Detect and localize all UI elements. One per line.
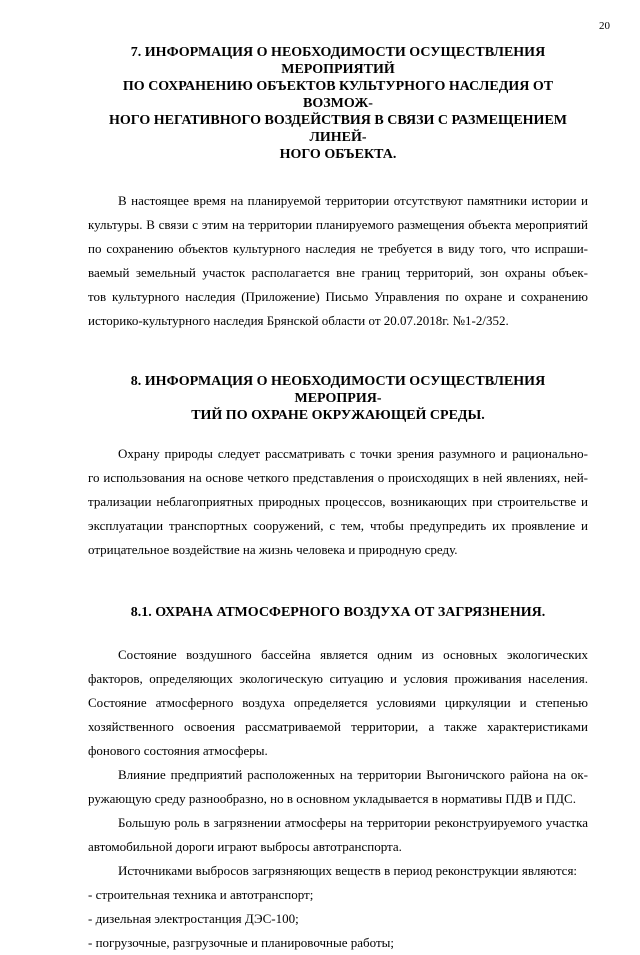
text-line: Источниками выбросов загрязняющих веществ в период реконструкции являются:	[118, 863, 578, 878]
heading-line: 7. ИНФОРМАЦИЯ О НЕОБХОДИМОСТИ ОСУЩЕСТВЛЕНИЯ МЕРОПРИЯТИЙ	[130, 45, 546, 77]
text-line: факторов, определяющих экологическую ситуацию и условия проживания населения.	[88, 671, 588, 686]
section-7-heading	[88, 44, 588, 163]
text-line: Влияние предприятий расположенных на территории Выгоничского района на ок-	[118, 767, 588, 782]
heading-line: НОГО ОБЪЕКТА.	[279, 147, 397, 162]
section-8-paragraph	[88, 442, 588, 562]
text-line: Большую роль в загрязнении атмосферы на территории реконструируемого участка	[118, 815, 588, 830]
section-8-1-paragraph-2	[88, 763, 588, 811]
text-line: отрицательное воздействие на жизнь человека и природную среду.	[88, 542, 458, 557]
section-8-1-paragraph-4	[88, 859, 588, 883]
section-8-1-paragraph-1	[88, 643, 588, 763]
heading-line: ТИЙ ПО ОХРАНЕ ОКРУЖАЮЩЕЙ СРЕДЫ.	[191, 408, 485, 423]
text-line: Состояние воздушного бассейна является одним из основных экологических	[118, 647, 588, 662]
text-line: го использования на основе четкого представления о происходящих в ней явлениях, ней-	[88, 470, 588, 485]
text-line: Охрану природы следует рассматривать с точки зрения разумного и рационально-	[118, 446, 588, 461]
text-line: автомобильной дороги играют выбросы автотранспорта.	[88, 839, 402, 854]
heading-line: ПО СОХРАНЕНИЮ ОБЪЕКТОВ КУЛЬТУРНОГО НАСЛЕДИЯ ОТ ВОЗМОЖ-	[122, 79, 554, 111]
list-item: - погрузочные, разгрузочные и планировочные работы;	[88, 935, 394, 950]
section-7-paragraph	[88, 189, 588, 333]
text-line: ружающую среду разнообразно, но в основном укладывается в нормативы ПДВ и ПДС.	[88, 791, 576, 806]
list-item: - строительная техника и автотранспорт;	[88, 887, 314, 902]
emission-sources-list	[88, 883, 588, 955]
text-line: трализации неблагоприятных природных процессов, возникающих при строительстве и	[88, 494, 588, 509]
text-line: по сохранению объектов культурного наследия не требуется в виду того, что испраши-	[88, 241, 588, 256]
list-item: - дизельная электростанция ДЭС-100;	[88, 911, 299, 926]
heading-line: 8. ИНФОРМАЦИЯ О НЕОБХОДИМОСТИ ОСУЩЕСТВЛЕНИЯ МЕРОПРИЯ-	[130, 374, 546, 406]
text-line: В настоящее время на планируемой территории отсутствуют памятники истории и	[118, 193, 588, 208]
text-line: историко-культурного наследия Брянской области от 20.07.2018г. №1-2/352.	[88, 313, 509, 328]
section-8-1-paragraph-3	[88, 811, 588, 859]
text-line: тов культурного наследия (Приложение) Письмо Управления по охране и сохранению	[88, 289, 588, 304]
text-line: эксплуатации транспортных сооружений, с тем, чтобы предупредить их проявление и	[88, 518, 588, 533]
page-content	[88, 44, 588, 955]
page-number: 20	[599, 20, 610, 32]
text-line: ваемый земельный участок располагается вне границ территорий, зон охраны объек-	[88, 265, 588, 280]
heading-line: НОГО НЕГАТИВНОГО ВОЗДЕЙСТВИЯ В СВЯЗИ С РАЗМЕЩЕНИЕМ ЛИНЕЙ-	[108, 113, 567, 145]
section-8-1-heading: 8.1. ОХРАНА АТМОСФЕРНОГО ВОЗДУХА ОТ ЗАГРЯЗНЕНИЯ.	[130, 605, 546, 620]
text-line: культуры. В связи с этим на территории планируемого размещения объекта мероприятий	[88, 217, 588, 232]
text-line: хозяйственного освоения рассматриваемой территории, а также характеристиками	[88, 719, 588, 734]
section-8-heading	[88, 373, 588, 424]
text-line: фонового состояния атмосферы.	[88, 743, 268, 758]
text-line: Состояние атмосферного воздуха определяется условиями циркуляции и степенью	[88, 695, 588, 710]
